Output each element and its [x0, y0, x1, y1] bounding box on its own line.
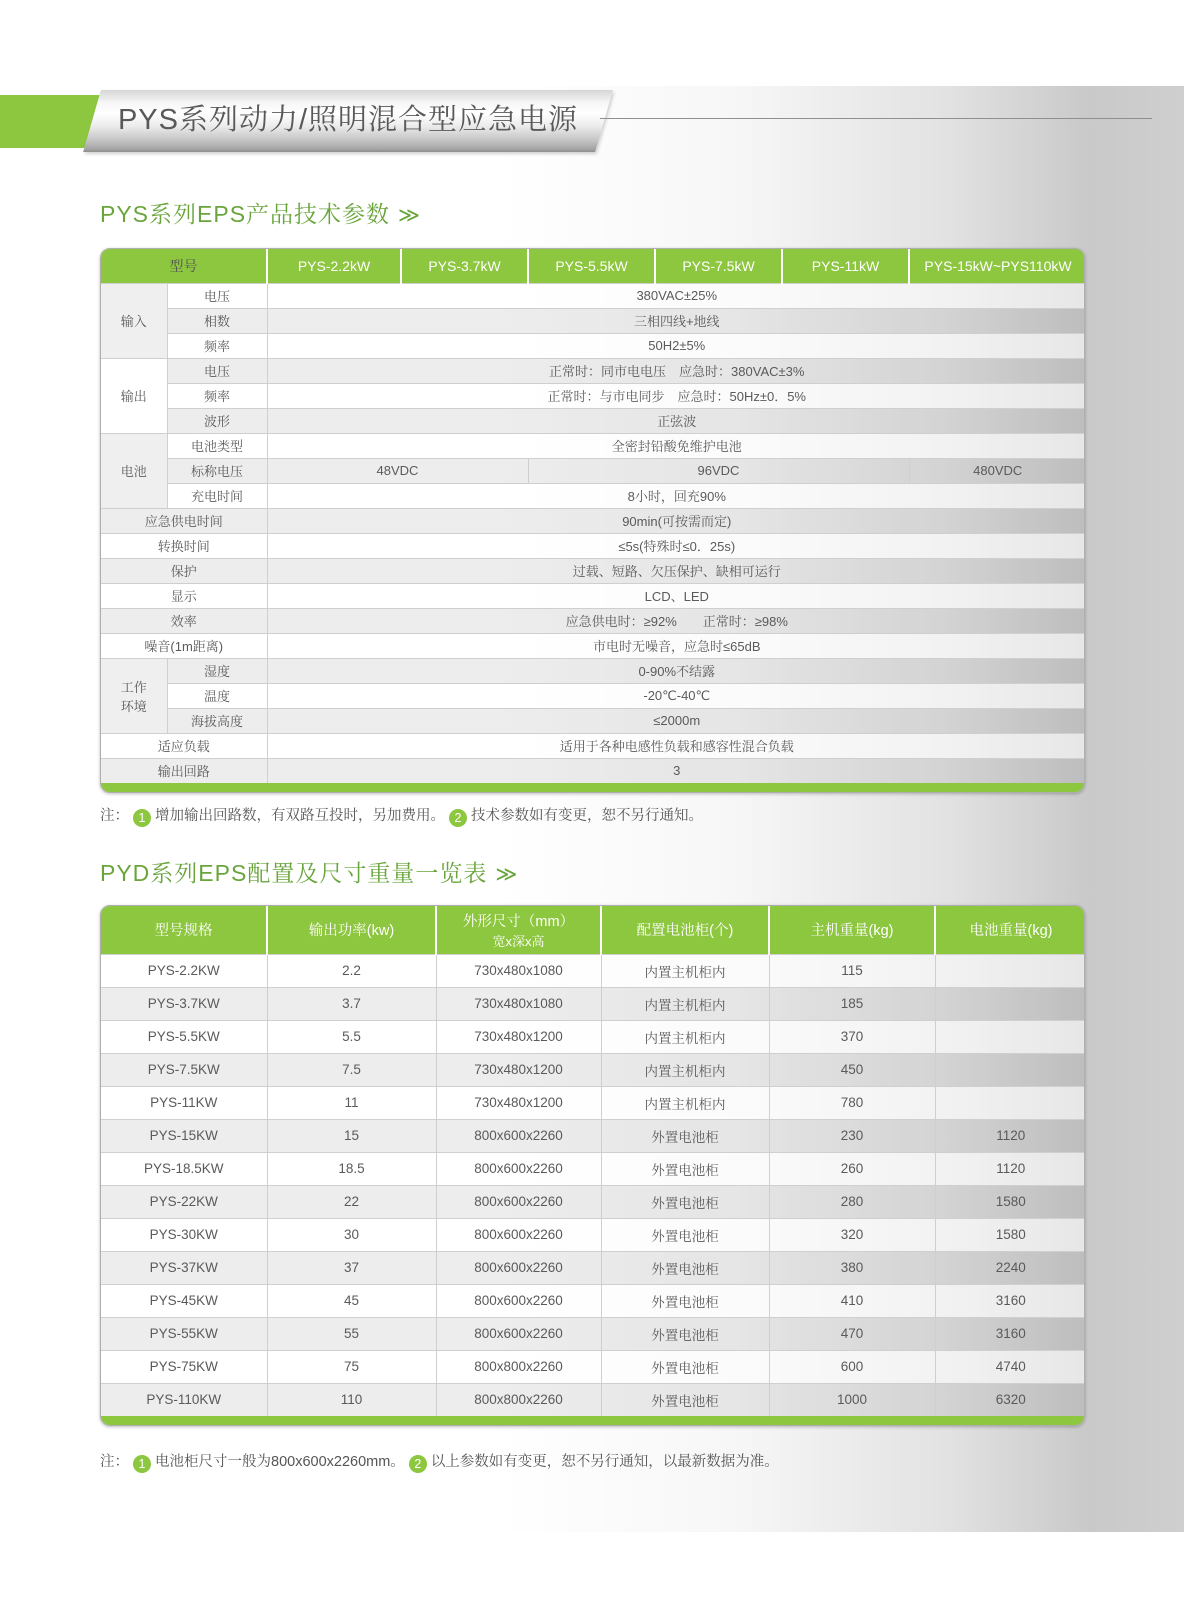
table-row: [101, 283, 1085, 308]
cell-power: 2.2: [267, 954, 436, 987]
row-label: 输出回路: [101, 758, 267, 783]
circled-2-icon: 2: [409, 1455, 427, 1473]
double-chevron-icon: ≫: [495, 863, 519, 886]
cell-cabinet: 外置电池柜: [601, 1218, 769, 1251]
table-bottom-bar: [101, 1416, 1084, 1425]
note-text: 电池柜尺寸一般为800x600x2260mm。: [155, 1454, 405, 1470]
cell-cabinet: 内置主机柜内: [601, 1053, 769, 1086]
row-value: 市电时无噪音，应急时≤65dB: [267, 633, 1085, 658]
table-row: [101, 583, 1085, 608]
table-row: [101, 954, 1085, 987]
table-row: [101, 708, 1085, 733]
table-row: [101, 383, 1085, 408]
cell-cabinet: 外置电池柜: [601, 1383, 769, 1416]
cell-cabinet: 外置电池柜: [601, 1152, 769, 1185]
row-label: 相数: [167, 308, 267, 333]
row-label: 频率: [167, 383, 267, 408]
cell-dimensions: 730x480x1080: [436, 987, 601, 1020]
table-row: [101, 533, 1085, 558]
t1-group-input: 输入: [101, 283, 167, 358]
row-value: LCD、LED: [267, 583, 1085, 608]
tech-params-table: [100, 248, 1085, 793]
row-value: 适用于各种电感性负载和感容性混合负载: [267, 733, 1085, 758]
note-text: 以上参数如有变更，恕不另行通知，以最新数据为准。: [430, 1454, 779, 1470]
section1-title: [100, 196, 421, 229]
cell-power: 110: [267, 1383, 436, 1416]
row-label: 温度: [167, 683, 267, 708]
table-row: [101, 1251, 1085, 1284]
double-chevron-icon: ≫: [398, 204, 422, 227]
row-value: 3: [267, 758, 1085, 783]
row-label: 噪音(1m距离): [101, 633, 267, 658]
bottom-margin: [0, 1532, 1184, 1600]
row-label: 应急供电时间: [101, 508, 267, 533]
cell-model: PYS-3.7KW: [101, 987, 267, 1020]
t2-header-dim-line2: 宽x深x高: [492, 933, 545, 949]
row-value: 全密封铅酸免维护电池: [267, 433, 1085, 458]
cell-model: PYS-30KW: [101, 1218, 267, 1251]
cell-dimensions: 800x600x2260: [436, 1251, 601, 1284]
top-margin: [0, 0, 1184, 86]
row-value: 正常时：与市电同步 应急时：50Hz±0．5%: [267, 383, 1085, 408]
cell-power: 55: [267, 1317, 436, 1350]
table-row: [101, 733, 1085, 758]
row-label: 湿度: [167, 658, 267, 683]
cell-dimensions: 800x600x2260: [436, 1317, 601, 1350]
cell-battery-weight: 4740: [935, 1350, 1085, 1383]
row-value: 0-90%不结露: [267, 658, 1085, 683]
section2-title: [100, 855, 518, 888]
t1-header-col: PYS-7.5kW: [655, 249, 782, 283]
banner-rule-line: [600, 118, 1152, 119]
cell-model: PYS-22KW: [101, 1185, 267, 1218]
table-row: [101, 683, 1085, 708]
cell-model: PYS-2.2KW: [101, 954, 267, 987]
cell-battery-weight: 3160: [935, 1284, 1085, 1317]
row-value: 50H2±5%: [267, 333, 1085, 358]
t1-group-battery: 电池: [101, 433, 167, 508]
cell-battery-weight: [935, 1020, 1085, 1053]
row-label: 转换时间: [101, 533, 267, 558]
t2-header-dim-line1: 外形尺寸（mm）: [462, 913, 575, 930]
cell-dimensions: 730x480x1080: [436, 954, 601, 987]
cell-model: PYS-110KW: [101, 1383, 267, 1416]
circled-1-icon: 1: [133, 809, 151, 827]
cell-battery-weight: 1580: [935, 1218, 1085, 1251]
table-row: [101, 1185, 1085, 1218]
cell-host-weight: 600: [769, 1350, 935, 1383]
cell-model: PYS-37KW: [101, 1251, 267, 1284]
table-row: [101, 658, 1085, 683]
cell-power: 75: [267, 1350, 436, 1383]
table-row: [101, 1317, 1085, 1350]
cell-cabinet: 外置电池柜: [601, 1185, 769, 1218]
t2-header-power: 输出功率(kw): [267, 906, 436, 954]
cell-battery-weight: 6320: [935, 1383, 1085, 1416]
cell-battery-weight: 2240: [935, 1251, 1085, 1284]
cell-power: 3.7: [267, 987, 436, 1020]
row-label: 频率: [167, 333, 267, 358]
table-row: [101, 758, 1085, 783]
cell-host-weight: 370: [769, 1020, 935, 1053]
cell-dimensions: 800x800x2260: [436, 1383, 601, 1416]
table-row: [101, 508, 1085, 533]
cell-dimensions: 730x480x1200: [436, 1086, 601, 1119]
table-row: [101, 358, 1085, 383]
row-label: 电压: [167, 358, 267, 383]
table-row: [101, 987, 1085, 1020]
cell-battery-weight: 1120: [935, 1119, 1085, 1152]
row-value: 应急供电时：≥92% 正常时：≥98%: [267, 608, 1085, 633]
cell-dimensions: 800x600x2260: [436, 1284, 601, 1317]
cell-dimensions: 730x480x1200: [436, 1053, 601, 1086]
row-value: 正常时：同市电电压 应急时：380VAC±3%: [267, 358, 1085, 383]
page-banner: [83, 90, 613, 152]
cell-host-weight: 260: [769, 1152, 935, 1185]
row-value: 8小时，回充90%: [267, 483, 1085, 508]
section1-title-text: PYS系列EPS产品技术参数: [100, 201, 391, 227]
t1-header-col: PYS-5.5kW: [528, 249, 655, 283]
row-label: 海拔高度: [167, 708, 267, 733]
t2-header-dimensions: [436, 906, 601, 954]
cell-power: 22: [267, 1185, 436, 1218]
cell-cabinet: 内置主机柜内: [601, 954, 769, 987]
t1-group-environment: [101, 658, 167, 733]
row-label: 适应负载: [101, 733, 267, 758]
row-value: 正弦波: [267, 408, 1085, 433]
cell-model: PYS-45KW: [101, 1284, 267, 1317]
cell-host-weight: 450: [769, 1053, 935, 1086]
note-text: 增加输出回路数，有双路互投时，另加费用。: [155, 808, 445, 824]
cell-model: PYS-11KW: [101, 1086, 267, 1119]
table-row: [101, 608, 1085, 633]
table-row: [101, 1284, 1085, 1317]
cell-model: PYS-5.5KW: [101, 1020, 267, 1053]
cell-cabinet: 外置电池柜: [601, 1317, 769, 1350]
page-title: PYS系列动力/照明混合型应急电源: [117, 104, 579, 136]
t2-header-model: 型号规格: [101, 906, 267, 954]
note-prefix: 注：: [100, 1454, 129, 1470]
cell-cabinet: 外置电池柜: [601, 1284, 769, 1317]
cell-battery-weight: [935, 954, 1085, 987]
table-row: [101, 1350, 1085, 1383]
table-row: [101, 308, 1085, 333]
row-value: 380VAC±25%: [267, 283, 1085, 308]
table-row: [101, 1152, 1085, 1185]
row-value: 90min(可按需而定): [267, 508, 1085, 533]
cell-cabinet: 内置主机柜内: [601, 1086, 769, 1119]
cell-model: PYS-7.5KW: [101, 1053, 267, 1086]
t2-header-battery-weight: 电池重量(kg): [935, 906, 1085, 954]
cell-battery-weight: [935, 987, 1085, 1020]
note-text: 技术参数如有变更，恕不另行通知。: [471, 808, 703, 824]
cell-power: 45: [267, 1284, 436, 1317]
table-row: [101, 1020, 1085, 1053]
row-value: 96VDC: [528, 458, 909, 483]
t1-header-col: PYS-2.2kW: [267, 249, 401, 283]
cell-power: 18.5: [267, 1152, 436, 1185]
cell-model: PYS-15KW: [101, 1119, 267, 1152]
row-value: 480VDC: [909, 458, 1085, 483]
row-label: 电池类型: [167, 433, 267, 458]
cell-host-weight: 320: [769, 1218, 935, 1251]
cell-dimensions: 800x600x2260: [436, 1185, 601, 1218]
cell-power: 5.5: [267, 1020, 436, 1053]
note-prefix: 注：: [100, 808, 129, 824]
config-table: [100, 905, 1085, 1426]
row-value: ≤2000m: [267, 708, 1085, 733]
cell-dimensions: 800x600x2260: [436, 1218, 601, 1251]
group-label-line2: 环境: [120, 698, 147, 714]
table-row: [101, 633, 1085, 658]
t2-header-cabinet: 配置电池柜(个): [601, 906, 769, 954]
row-label: 显示: [101, 583, 267, 608]
cell-model: PYS-18.5KW: [101, 1152, 267, 1185]
table-row: [101, 458, 1085, 483]
cell-host-weight: 410: [769, 1284, 935, 1317]
cell-host-weight: 230: [769, 1119, 935, 1152]
table-row: [101, 408, 1085, 433]
row-label: 效率: [101, 608, 267, 633]
cell-cabinet: 内置主机柜内: [601, 1020, 769, 1053]
cell-host-weight: 1000: [769, 1383, 935, 1416]
table-row: [101, 1218, 1085, 1251]
cell-battery-weight: 3160: [935, 1317, 1085, 1350]
cell-host-weight: 380: [769, 1251, 935, 1284]
section2-title-text: PYD系列EPS配置及尺寸重量一览表: [100, 860, 488, 886]
cell-battery-weight: [935, 1086, 1085, 1119]
cell-battery-weight: 1580: [935, 1185, 1085, 1218]
table1-note: [100, 804, 703, 827]
cell-power: 7.5: [267, 1053, 436, 1086]
row-label: 保护: [101, 558, 267, 583]
row-value: 三相四线+地线: [267, 308, 1085, 333]
t1-header-col: PYS-3.7kW: [401, 249, 528, 283]
cell-host-weight: 115: [769, 954, 935, 987]
table-row: [101, 333, 1085, 358]
row-value: -20℃-40℃: [267, 683, 1085, 708]
cell-host-weight: 185: [769, 987, 935, 1020]
cell-host-weight: 280: [769, 1185, 935, 1218]
table2-note: [100, 1450, 779, 1473]
row-label: 充电时间: [167, 483, 267, 508]
table-bottom-bar: [101, 783, 1084, 792]
cell-host-weight: 470: [769, 1317, 935, 1350]
cell-power: 15: [267, 1119, 436, 1152]
row-label: 电压: [167, 283, 267, 308]
cell-dimensions: 800x800x2260: [436, 1350, 601, 1383]
table-row: [101, 1383, 1085, 1416]
cell-power: 30: [267, 1218, 436, 1251]
table-row: [101, 558, 1085, 583]
cell-battery-weight: 1120: [935, 1152, 1085, 1185]
cell-host-weight: 780: [769, 1086, 935, 1119]
t1-group-output: 输出: [101, 358, 167, 433]
t1-header-row: [101, 249, 1085, 283]
circled-1-icon: 1: [133, 1455, 151, 1473]
cell-cabinet: 外置电池柜: [601, 1251, 769, 1284]
table-row: [101, 483, 1085, 508]
t1-header-col: PYS-15kW~PYS110kW: [909, 249, 1085, 283]
cell-dimensions: 800x600x2260: [436, 1119, 601, 1152]
cell-cabinet: 外置电池柜: [601, 1119, 769, 1152]
row-value: ≤5s(特殊时≤0．25s): [267, 533, 1085, 558]
t1-header-model: 型号: [101, 249, 267, 283]
cell-dimensions: 800x600x2260: [436, 1152, 601, 1185]
cell-battery-weight: [935, 1053, 1085, 1086]
cell-model: PYS-75KW: [101, 1350, 267, 1383]
cell-cabinet: 内置主机柜内: [601, 987, 769, 1020]
row-value: 48VDC: [267, 458, 528, 483]
cell-power: 11: [267, 1086, 436, 1119]
t2-header-row: [101, 906, 1085, 954]
cell-model: PYS-55KW: [101, 1317, 267, 1350]
table-row: [101, 1119, 1085, 1152]
group-label-line1: 工作: [120, 679, 147, 695]
row-value: 过载、短路、欠压保护、缺相可运行: [267, 558, 1085, 583]
table-row: [101, 1053, 1085, 1086]
table-row: [101, 1086, 1085, 1119]
t2-header-host-weight: 主机重量(kg): [769, 906, 935, 954]
cell-cabinet: 外置电池柜: [601, 1350, 769, 1383]
circled-2-icon: 2: [449, 809, 467, 827]
t1-header-col: PYS-11kW: [782, 249, 909, 283]
cell-power: 37: [267, 1251, 436, 1284]
row-label: 标称电压: [167, 458, 267, 483]
table-row: [101, 433, 1085, 458]
row-label: 波形: [167, 408, 267, 433]
cell-dimensions: 730x480x1200: [436, 1020, 601, 1053]
